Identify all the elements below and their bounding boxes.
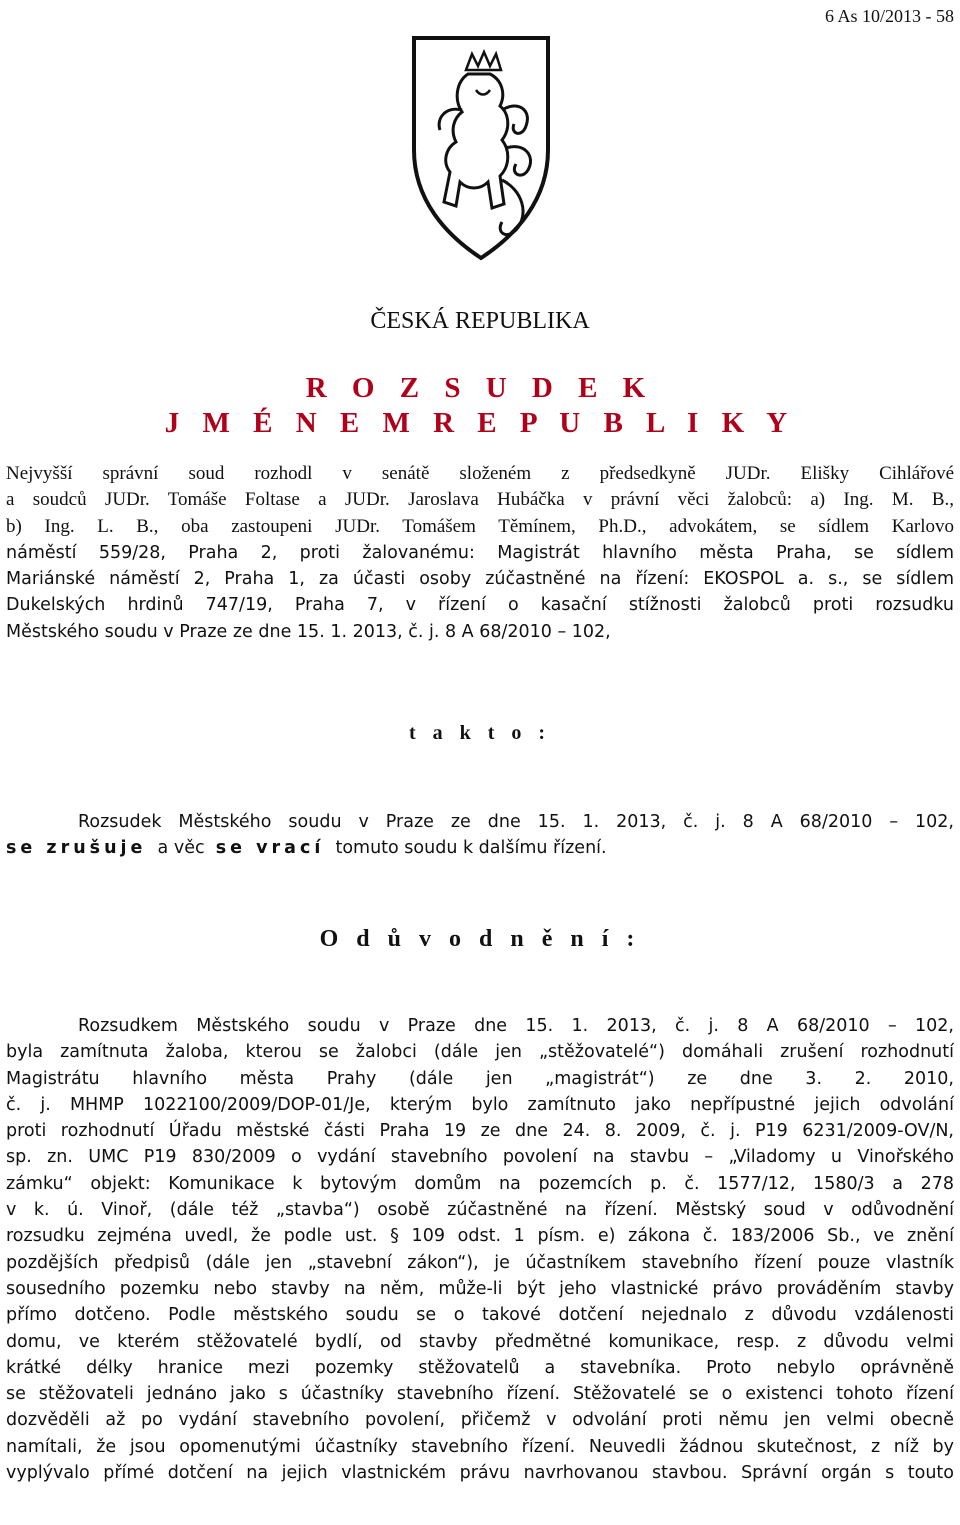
reasoning-line: vyplývalo přímé dotčení na jejich vlastnickém právu navrhovanou stavbou. Správní orgán s touto xyxy=(6,1463,954,1484)
reasoning-line: dozvěděli až po vydání stavebního povolení, přičemž v odvolání proti němu jen velmi obecně xyxy=(6,1410,954,1431)
reasoning-line: přímo dotčeno. Podle městského soudu se o takové dotčení nejednalo z důvodu vzdálenosti xyxy=(6,1305,954,1326)
intro-line: b) Ing. L. B., oba zastoupeni JUDr. Tomášem Těmínem, Ph.D., advokátem, se sídlem Karlovo xyxy=(6,515,954,537)
intro-line: Nejvyšší správní soud rozhodl v senátě složeném z předsedkyně JUDr. Elišky Cihlářové xyxy=(6,463,954,484)
reasoning-line: pozdějších předpisů (dále jen „stavební zákon“), je účastníkem stavebního řízení pouze vlastník xyxy=(6,1252,954,1273)
takto-heading: t a k t o : xyxy=(408,722,552,744)
reasoning-line: rozsudku zejména uvedl, že podle ust. § 109 odst. 1 písm. e) zákona č. 183/2006 Sb., ve znění xyxy=(6,1226,954,1247)
ruling-line: Rozsudek Městského soudu v Praze ze dne 15. 1. 2013, č. j. 8 A 68/2010 – 102, xyxy=(78,812,954,832)
reasoning-line: sousedního pozemku nebo stavby na něm, může-li být jeho vlastnické právo prováděním stavby xyxy=(6,1278,954,1299)
ruling-line xyxy=(6,835,954,861)
reasoning-line: Magistrátu hlavního města Prahy (dále jen „magistrát“) ze dne 3. 2. 2010, xyxy=(6,1068,954,1089)
intro-line: a soudců JUDr. Tomáše Foltase a JUDr. Jaroslava Hubáčka v právní věci žalobců: a) Ing. M. B., xyxy=(6,489,954,511)
reasoning-line: č. j. MHMP 1022100/2009/DOP-01/Je, kterým bylo zamítnuto jako nepřípustné jejich odvolání xyxy=(6,1094,954,1115)
reasoning-line: sp. zn. UMC P19 830/2009 o vydání stavebního povolení na stavbu – „Viladomy u Vinořského xyxy=(6,1147,954,1168)
intro-line: Městského soudu v Praze ze dne 15. 1. 2013, č. j. 8 A 68/2010 – 102, xyxy=(6,621,611,642)
reasoning-heading: O d ů v o d n ě n í : xyxy=(319,926,641,952)
intro-line: náměstí 559/28, Praha 2, proti žalovanému: Magistrát hlavního města Praha, se sídlem xyxy=(6,542,954,563)
coat-of-arms-lion-icon xyxy=(406,30,556,265)
in-name-title: J M É N E M R E P U B L I K Y xyxy=(164,407,796,439)
reasoning-line: byla zamítnuta žaloba, kterou se žalobci (dále jen „stěžovatelé“) domáhali zrušení rozhodnutí xyxy=(6,1042,954,1063)
ruling-end: tomuto soudu k dalšímu řízení. xyxy=(335,838,607,859)
reasoning-line: zámku“ objekt: Komunikace k bytovým domům na pozemcích p. č. 1577/12, 1580/3 a 278 xyxy=(6,1173,954,1194)
returns-phrase: se vrací xyxy=(215,838,325,859)
reasoning-line: Rozsudkem Městského soudu v Praze dne 15. 1. 2013, č. j. 8 A 68/2010 – 102, xyxy=(78,1016,954,1036)
intro-paragraph xyxy=(6,461,954,645)
country-title: ČESKÁ REPUBLIKA xyxy=(370,308,590,334)
intro-line: Dukelských hrdinů 747/19, Praha 7, v řízení o kasační stížnosti žalobců proti rozsudku xyxy=(6,595,954,616)
reasoning-line: namítali, že jsou opomenutými účastníky stavebního řízení. Neuvedli žádnou skutečnost, z níž by xyxy=(6,1436,954,1457)
case-number: 6 As 10/2013 - 58 xyxy=(824,6,954,26)
intro-line: Mariánské náměstí 2, Praha 1, za účasti osoby zúčastněné na řízení: EKOSPOL a. s., se sídlem xyxy=(6,569,954,590)
ruling-middle: a věc xyxy=(157,838,205,859)
reasoning-line: se stěžovateli jednáno jako s účastníky stavebního řízení. Stěžovatelé se o existenci tohoto řízení xyxy=(6,1384,954,1405)
reasoning-line: v k. ú. Vinoř, (dále též „stavba“) osobě zúčastněné na řízení. Městský soud v odůvodnění xyxy=(6,1200,954,1221)
reasoning-paragraph xyxy=(6,1013,954,1486)
ruling-paragraph xyxy=(6,809,954,862)
verdict-title: R O Z S U D E K xyxy=(305,372,655,404)
annuls-phrase: se zrušuje xyxy=(6,838,147,859)
reasoning-line: proti rozhodnutí Úřadu městské části Praha 19 ze dne 24. 8. 2009, č. j. P19 6231/2009-OV/N, xyxy=(6,1121,954,1142)
reasoning-line: krátké délky hranice mezi pozemky stěžovatelů a stavebníka. Proto nebylo oprávněně xyxy=(6,1357,954,1378)
reasoning-line: domu, ve kterém stěžovatelé bydlí, od stavby předmětné komunikace, resp. z důvodu velmi xyxy=(6,1331,954,1352)
